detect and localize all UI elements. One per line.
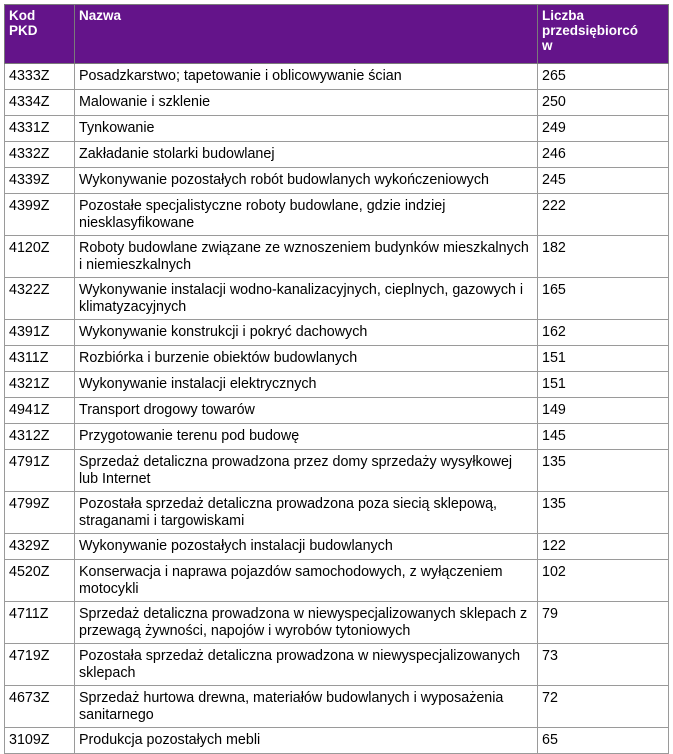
- table-row: [5, 534, 669, 560]
- cell-count: 249: [538, 116, 669, 142]
- cell-count: 250: [538, 90, 669, 116]
- cell-code: 4799Z: [5, 492, 75, 534]
- cell-code: 4673Z: [5, 686, 75, 728]
- cell-code: 4329Z: [5, 534, 75, 560]
- cell-code: 4321Z: [5, 372, 75, 398]
- cell-name: Tynkowanie: [75, 116, 538, 142]
- cell-code: 4339Z: [5, 168, 75, 194]
- cell-name: Przygotowanie terenu pod budowę: [75, 424, 538, 450]
- cell-count: 151: [538, 372, 669, 398]
- cell-code: 4120Z: [5, 236, 75, 278]
- table-row: [5, 278, 669, 320]
- cell-name: Roboty budowlane związane ze wznoszeniem budynków mieszkalnych i niemieszkalnych: [75, 236, 538, 278]
- cell-code: 4399Z: [5, 194, 75, 236]
- cell-count: 72: [538, 686, 669, 728]
- cell-name: Produkcja pozostałych mebli: [75, 728, 538, 754]
- table-row: [5, 64, 669, 90]
- cell-count: 165: [538, 278, 669, 320]
- cell-code: 4520Z: [5, 560, 75, 602]
- cell-count: 145: [538, 424, 669, 450]
- table-row: [5, 168, 669, 194]
- cell-count: 265: [538, 64, 669, 90]
- header-code: Kod PKD: [5, 5, 75, 64]
- header-name: Nazwa: [75, 5, 538, 64]
- cell-code: 4311Z: [5, 346, 75, 372]
- cell-count: 222: [538, 194, 669, 236]
- cell-count: 182: [538, 236, 669, 278]
- cell-count: 122: [538, 534, 669, 560]
- cell-code: 3109Z: [5, 728, 75, 754]
- cell-code: 4719Z: [5, 644, 75, 686]
- table-row: [5, 346, 669, 372]
- pkd-table: [4, 4, 669, 754]
- cell-name: Pozostała sprzedaż detaliczna prowadzona w niewyspecjalizowanych sklepach: [75, 644, 538, 686]
- cell-count: 151: [538, 346, 669, 372]
- cell-count: 79: [538, 602, 669, 644]
- cell-count: 102: [538, 560, 669, 602]
- table-row: [5, 424, 669, 450]
- cell-code: 4791Z: [5, 450, 75, 492]
- table-row: [5, 194, 669, 236]
- cell-name: Pozostałe specjalistyczne roboty budowlane, gdzie indziej niesklasyfikowane: [75, 194, 538, 236]
- cell-count: 135: [538, 492, 669, 534]
- cell-name: Transport drogowy towarów: [75, 398, 538, 424]
- table-row: [5, 728, 669, 754]
- cell-code: 4312Z: [5, 424, 75, 450]
- cell-code: 4332Z: [5, 142, 75, 168]
- table-row: [5, 372, 669, 398]
- cell-name: Wykonywanie pozostałych robót budowlanych wykończeniowych: [75, 168, 538, 194]
- cell-count: 73: [538, 644, 669, 686]
- cell-name: Rozbiórka i burzenie obiektów budowlanych: [75, 346, 538, 372]
- cell-count: 135: [538, 450, 669, 492]
- cell-name: Posadzkarstwo; tapetowanie i oblicowywanie ścian: [75, 64, 538, 90]
- cell-name: Sprzedaż detaliczna prowadzona przez domy sprzedaży wysyłkowej lub Internet: [75, 450, 538, 492]
- table-row: [5, 90, 669, 116]
- cell-count: 245: [538, 168, 669, 194]
- cell-code: 4331Z: [5, 116, 75, 142]
- cell-code: 4711Z: [5, 602, 75, 644]
- cell-count: 246: [538, 142, 669, 168]
- table-row: [5, 602, 669, 644]
- cell-name: Wykonywanie instalacji elektrycznych: [75, 372, 538, 398]
- cell-name: Sprzedaż hurtowa drewna, materiałów budowlanych i wyposażenia sanitarnego: [75, 686, 538, 728]
- cell-code: 4391Z: [5, 320, 75, 346]
- table-row: [5, 450, 669, 492]
- cell-code: 4334Z: [5, 90, 75, 116]
- table-row: [5, 686, 669, 728]
- cell-count: 65: [538, 728, 669, 754]
- cell-name: Konserwacja i naprawa pojazdów samochodowych, z wyłączeniem motocykli: [75, 560, 538, 602]
- table-row: [5, 236, 669, 278]
- cell-code: 4322Z: [5, 278, 75, 320]
- table-row: [5, 320, 669, 346]
- cell-name: Wykonywanie pozostałych instalacji budowlanych: [75, 534, 538, 560]
- cell-name: Wykonywanie konstrukcji i pokryć dachowych: [75, 320, 538, 346]
- cell-name: Zakładanie stolarki budowlanej: [75, 142, 538, 168]
- table-row: [5, 644, 669, 686]
- cell-name: Malowanie i szklenie: [75, 90, 538, 116]
- cell-code: 4333Z: [5, 64, 75, 90]
- table-row: [5, 398, 669, 424]
- header-count: Liczba przedsiębiorcó w: [538, 5, 669, 64]
- cell-name: Pozostała sprzedaż detaliczna prowadzona poza siecią sklepową, straganami i targowiskami: [75, 492, 538, 534]
- table-row: [5, 560, 669, 602]
- cell-count: 149: [538, 398, 669, 424]
- header-row: [5, 5, 669, 64]
- cell-name: Wykonywanie instalacji wodno-kanalizacyjnych, cieplnych, gazowych i klimatyzacyjnych: [75, 278, 538, 320]
- table-row: [5, 492, 669, 534]
- cell-count: 162: [538, 320, 669, 346]
- table-row: [5, 142, 669, 168]
- cell-code: 4941Z: [5, 398, 75, 424]
- table-row: [5, 116, 669, 142]
- cell-name: Sprzedaż detaliczna prowadzona w niewyspecjalizowanych sklepach z przewagą żywności, napojów i wyrobów tytoniowych: [75, 602, 538, 644]
